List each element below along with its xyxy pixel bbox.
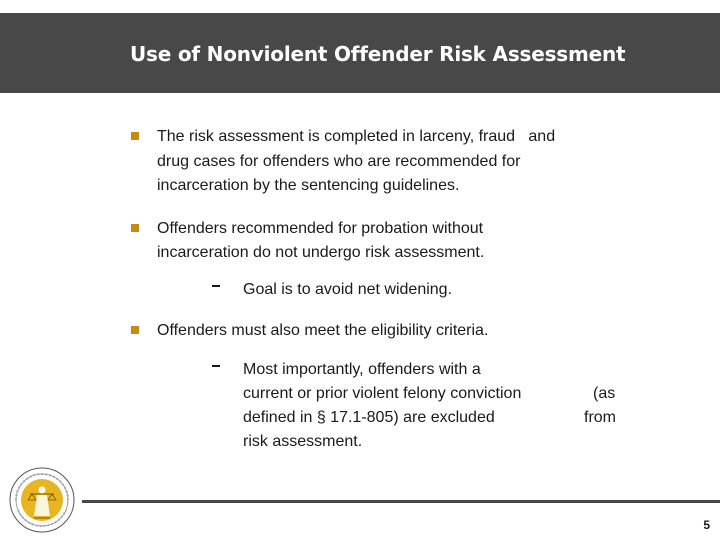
bullet-3-sub-line-3b: from	[584, 409, 616, 426]
bullet-3-sub-line-2b: (as	[593, 385, 616, 402]
slide-title: Use of Nonviolent Offender Risk Assessment	[130, 42, 626, 66]
commission-seal-icon	[8, 466, 76, 534]
bullet-marker	[131, 224, 139, 232]
page-number: 5	[703, 518, 710, 532]
sub-bullet-dash	[212, 285, 220, 287]
bullet-2-sub-1: Goal is to avoid net widening.	[243, 281, 453, 298]
bullet-1-line-1: The risk assessment is completed in larceny, fraud and	[157, 128, 556, 145]
bullet-3-line-1: Offenders must also meet the eligibility criteria.	[157, 322, 489, 339]
bullet-3-sub-line-2a: current or prior violent felony conviction	[243, 385, 522, 402]
footer-rule	[82, 500, 720, 503]
sub-bullet-dash	[212, 365, 220, 367]
bullet-1-line-2: drug cases for offenders who are recommended for	[157, 153, 521, 170]
bullet-marker	[131, 132, 139, 140]
bullet-3-sub-line-4: risk assessment.	[243, 433, 363, 450]
bullet-marker	[131, 326, 139, 334]
bullet-2-line-2: incarceration do not undergo risk assessment.	[157, 244, 485, 261]
bullet-2-line-1: Offenders recommended for probation without	[157, 220, 484, 237]
bullet-3-sub-line-1: Most importantly, offenders with a	[243, 361, 481, 378]
bullet-1-line-3: incarceration by the sentencing guidelines.	[157, 177, 460, 194]
bullet-3-sub-line-3a: defined in § 17.1-805) are excluded	[243, 409, 495, 426]
